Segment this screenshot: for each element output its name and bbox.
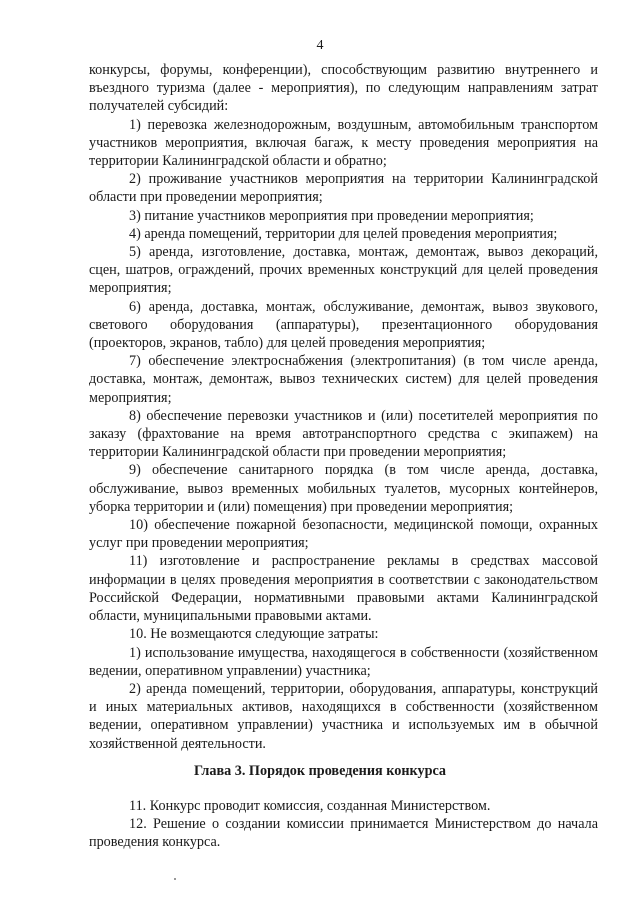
list-item: 9) обеспечение санитарного порядка (в том числе аренда, доставка, обслуживание, вывоз временных мобильных туалетов, мусорных контейнеров, уборка территории и (или) помещения) при проведении мероприятия; xyxy=(89,462,598,515)
section-paragraph: 12. Решение о создании комиссии принимается Министерством до начала проведения конкурса. xyxy=(89,816,598,851)
page-number: 4 xyxy=(316,38,324,53)
list-item: 4) аренда помещений, территории для целей проведения мероприятия; xyxy=(129,225,558,242)
list-item: 1) перевозка железнодорожным, воздушным, автомобильным транспортом участников мероприятия, включая багаж, к месту проведения мероприятия на территории Калининградской области и обратно; xyxy=(89,116,598,170)
paragraph: конкурсы, форумы, конференции), способствующим развитию внутреннего и въездного туризма (далее - мероприятия), по следующим направлениям затрат получателей субсидий: xyxy=(89,62,598,115)
section-paragraph: 11. Конкурс проводит комиссия, созданная Министерством. xyxy=(129,798,491,814)
list-item: 2) проживание участников мероприятия на территории Калининградской области при проведении мероприятия; xyxy=(89,171,598,206)
list-item: 7) обеспечение электроснабжения (электропитания) (в том числе аренда, доставка, монтаж, демонтаж, вывоз технических систем) для целей проведения мероприятия; xyxy=(89,353,598,406)
list-item: 3) питание участников мероприятия при проведении мероприятия; xyxy=(129,207,534,224)
list-item: 2) аренда помещений, территории, оборудования, аппаратуры, конструкций и иных материальных активов, находящихся в собственности (хозяйственном ведении, оперативном управлении) участника и используемых им в обычной хозяйственной деятельности. xyxy=(89,680,598,752)
list-item: 1) использование имущества, находящегося в собственности (хозяйственном ведении, оперативном управлении) участника; xyxy=(89,644,598,679)
list-item: 8) обеспечение перевозки участников и (или) посетителей мероприятия по заказу (фрахтование на время автотранспортного средства с экипажем) на территории Калининградской области при проведении мероприятия; xyxy=(89,407,598,461)
chapter-body xyxy=(89,797,598,852)
list-item: 11) изготовление и распространение рекламы в средствах массовой информации в целях проведения мероприятия в соответствии с законодательством Российской Федерации, нормативными правовыми актами Калининградской области, муниципальными правовыми актами. xyxy=(89,553,598,625)
list-item: 10) обеспечение пожарной безопасности, медицинской помощи, охранных услуг при проведении мероприятия; xyxy=(89,517,598,552)
chapter-heading: Глава 3. Порядок проведения конкурса xyxy=(193,763,447,779)
list-item: 5) аренда, изготовление, доставка, монтаж, демонтаж, вывоз декораций, сцен, шатров, ограждений, прочих временных конструкций для целей проведения мероприятия; xyxy=(89,244,598,297)
document-body xyxy=(89,61,598,753)
scan-speck xyxy=(174,878,176,880)
section-paragraph: 10. Не возмещаются следующие затраты: xyxy=(129,626,379,643)
list-item: 6) аренда, доставка, монтаж, обслуживание, демонтаж, вывоз звукового, светового оборудования (аппаратуры), презентационного оборудования (проекторов, экранов, табло) для целей проведения мероприятия; xyxy=(89,298,598,352)
